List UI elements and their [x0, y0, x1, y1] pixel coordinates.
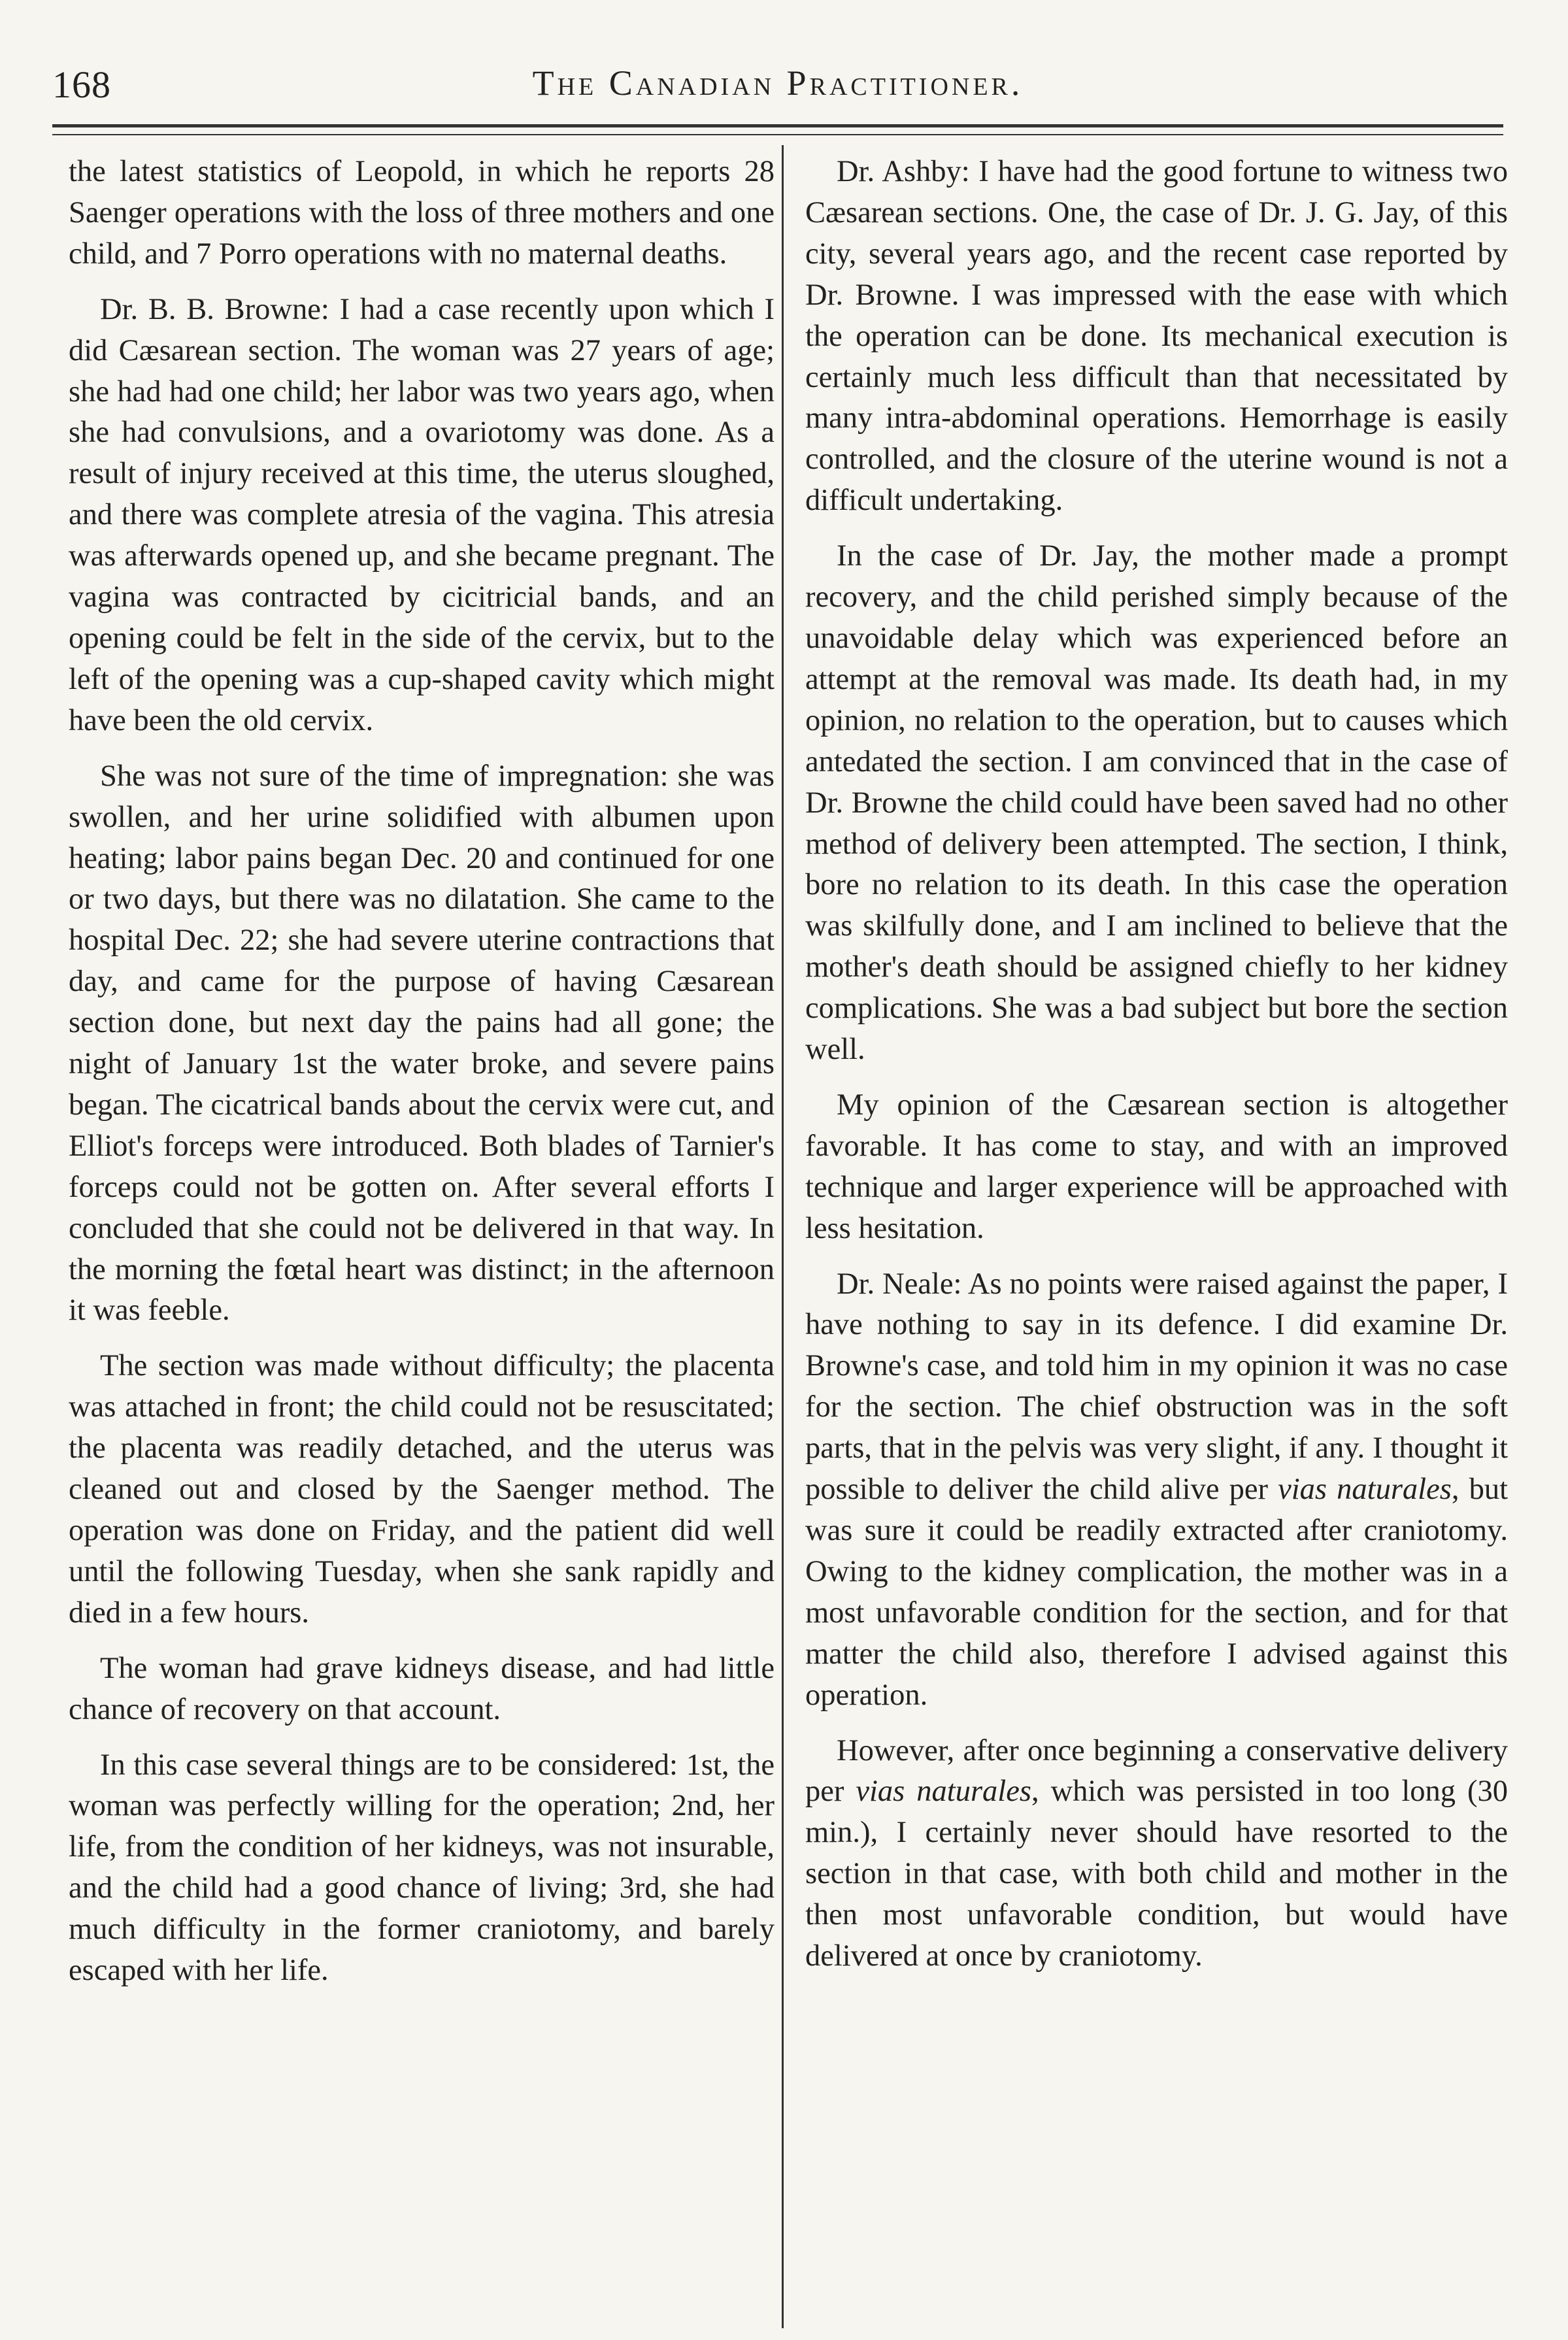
paragraph: The section was made without difficulty; the placenta was attached in front; the child could not be resuscitated; the placenta was readily detached, and the uterus was cleaned out and closed by the Saenger method. The operation was done on Friday, and the patient did well until the following Tuesday, when she sank rapidly and died in a few hours.: [69, 1349, 775, 1630]
right-column: [805, 152, 1508, 1992]
paragraph: In the case of Dr. Jay, the mother made a prompt recovery, and the child perished simply because of the unavoidable delay which was experienced before an attempt at the removal was made. Its death had, in my opinion, no relation to the operation, but to causes which antedated the section. I am convinced that in the case of Dr. Browne the child could have been saved had no other method of delivery been attempted. The section, I think, bore no relation to its death. In this case the operation was skilfully done, and I am inclined to believe that the mother's death should be assigned chiefly to her kidney complications. She was a bad subject but bore the section well.: [805, 539, 1508, 1067]
italic-term: vias naturales: [856, 1775, 1031, 1809]
paragraph: Dr. Ashby: I have had the good fortune to witness two Cæsarean sections. One, the case of Dr. J. G. Jay, of this city, several years ago, and the recent case reported by Dr. Browne. I was impressed with the ease with which the operation can be done. Its mechanical execution is certainly much less difficult than that necessitated by many intra-abdominal operations. Hemorrhage is easily controlled, and the closure of the uterine wound is not a difficult undertaking.: [805, 155, 1508, 518]
left-column: [69, 152, 775, 2006]
paragraph: In this case several things are to be considered: 1st, the woman was perfectly willing for the operation; 2nd, her life, from the condition of her kidneys, was not insurable, and the child had a good chance of living; 3rd, she had much difficulty in the former craniotomy, and barely escaped with her life.: [69, 1748, 775, 1988]
paragraph: [805, 1264, 1508, 1716]
paragraph: the latest statistics of Leopold, in which he reports 28 Saenger operations with the loss of three mothers and one child, and 7 Porro operations with no maternal deaths.: [69, 155, 775, 271]
text-run: , which was persisted in too long (30 min.), I certainly never should have resorted to the section in that case, with both child and mother in the then most unfavorable condition, but would have delivered at once by craniotomy.: [805, 1775, 1509, 1973]
paragraph: [805, 1731, 1508, 1977]
page-header: [52, 63, 1503, 115]
paragraph: My opinion of the Cæsarean section is altogether favorable. It has come to stay, and with an improved technique and larger experience will be approached with less hesitation.: [805, 1088, 1508, 1245]
paragraph: The woman had grave kidneys disease, and had little chance of recovery on that account.: [69, 1651, 775, 1726]
text-run: However, after once beginning a conservative delivery per: [805, 1733, 1508, 1809]
running-title: The Canadian Practitioner.: [532, 63, 1024, 103]
text-run: , but was sure it could be readily extracted after craniotomy. Owing to the kidney complication, the mother was in a most unfavorable condition for the section, and for that matter the child also, therefore I advised against this operation.: [805, 1473, 1509, 1712]
text-run: Dr. Neale: As no points were raised against the paper, I have nothing to say in its defence. I did examine Dr. Browne's case, and told him in my opinion it was no case for the section. The chief obstruction was in the soft parts, that in the pelvis was very slight, if any. I thought it possible to deliver the child alive per: [805, 1267, 1508, 1507]
paragraph: Dr. B. B. Browne: I had a case recently upon which I did Cæsarean section. The woman was 27 years of age; she had had one child; her labor was two years ago, when she had convulsions, and a ovariotomy was done. As a result of injury received at this time, the uterus sloughed, and there was complete atresia of the vagina. This atresia was afterwards opened up, and she became pregnant. The vagina was contracted by cicitricial bands, and an opening could be felt in the side of the cervix, but to the left of the opening was a cup-shaped cavity which might have been the old cervix.: [69, 292, 775, 737]
paragraph: She was not sure of the time of impregnation: she was swollen, and her urine solidified with albumen upon heating; labor pains began Dec. 20 and continued for one or two days, but there was no dilatation. She came to the hospital Dec. 22; she had severe uterine contractions that day, and came for the purpose of having Cæsarean section done, but next day the pains had all gone; the night of January 1st the water broke, and severe pains began. The cicatrical bands about the cervix were cut, and Elliot's forceps were introduced. Both blades of Tarnier's forceps could not be gotten on. After several efforts I concluded that she could not be delivered in that way. In the morning the fœtal heart was distinct; in the afternoon it was feeble.: [69, 759, 775, 1328]
header-rule-thin: [52, 134, 1503, 135]
header-rule-thick: [52, 124, 1503, 127]
column-divider: [782, 145, 784, 2328]
italic-term: vias naturales: [1278, 1473, 1452, 1507]
page-number: 168: [52, 63, 111, 106]
